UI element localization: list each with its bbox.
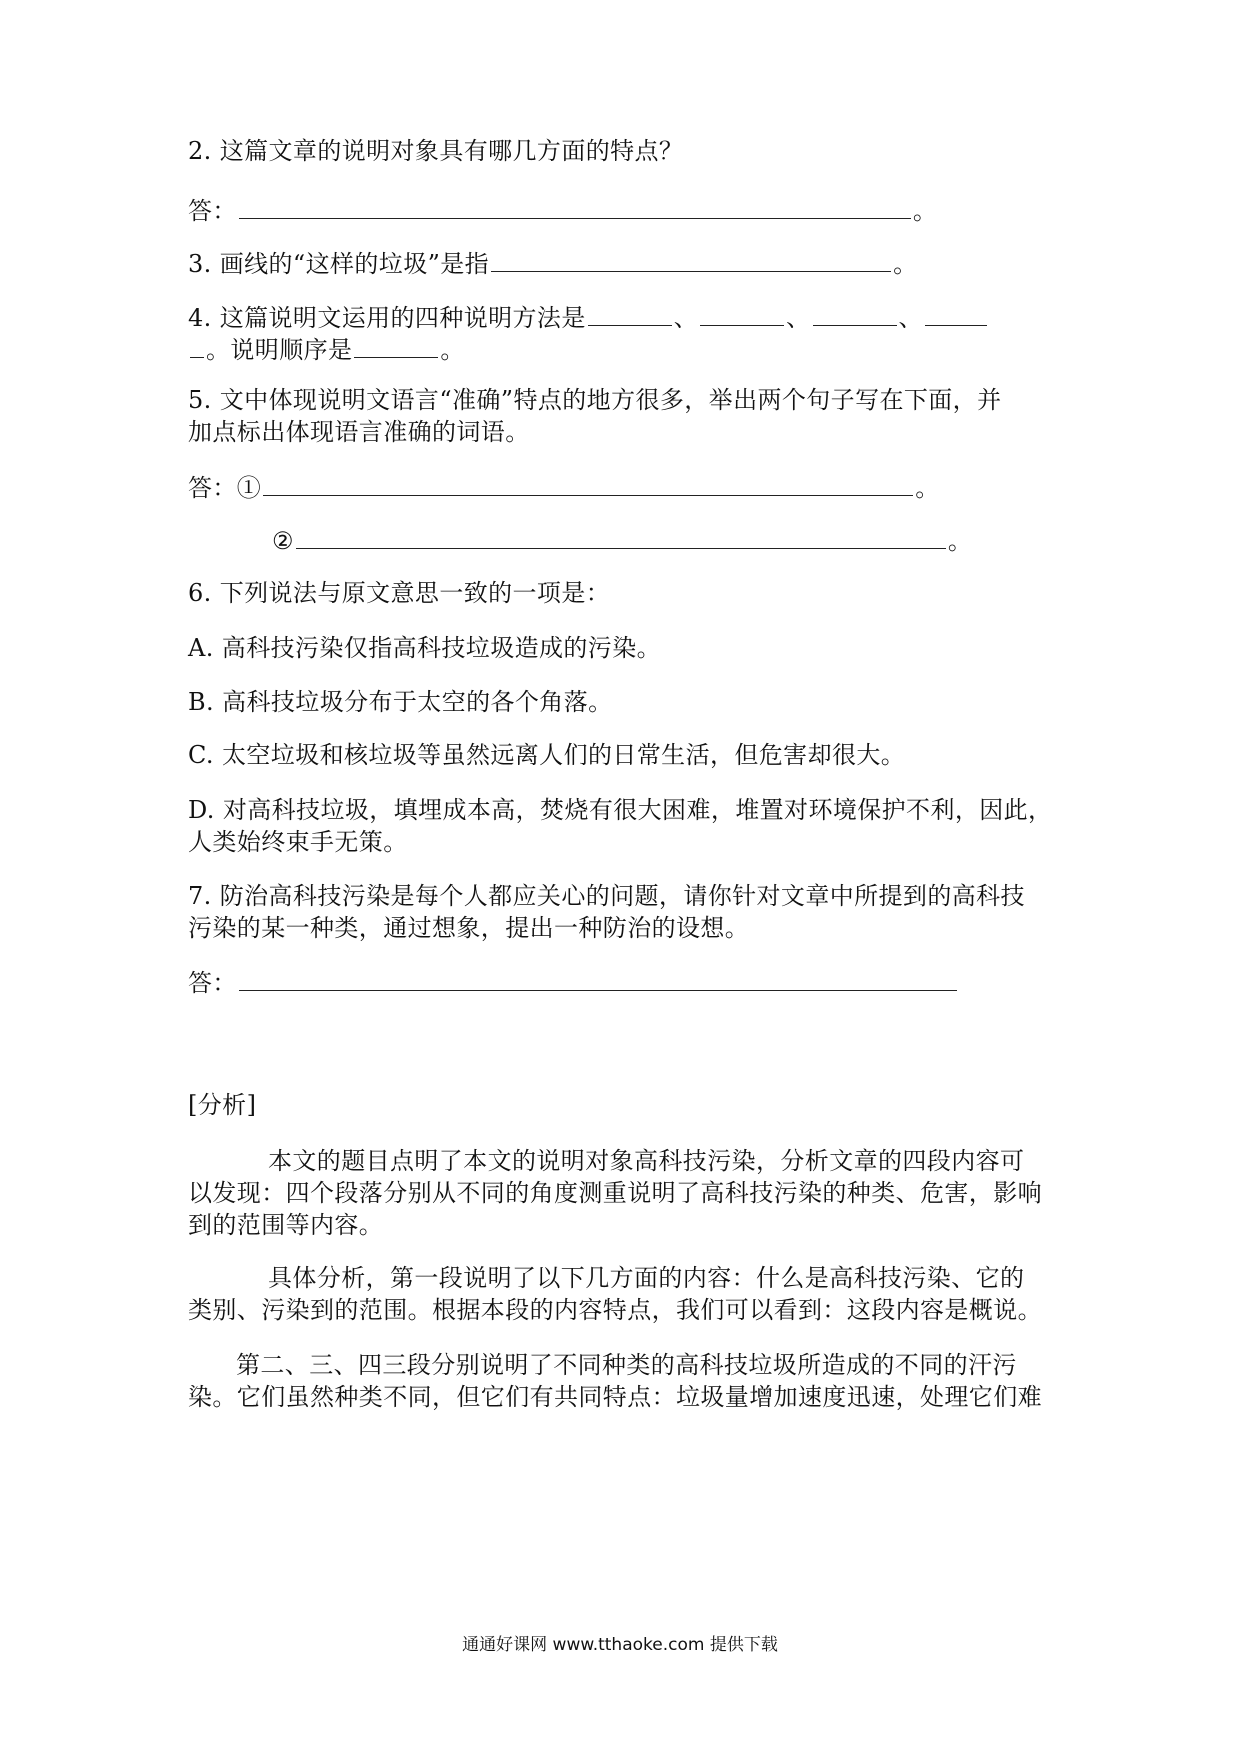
order-blank[interactable] [354, 333, 438, 358]
question-5-line1: 5. 文中体现说明文语言“准确”特点的地方很多，举出两个句子写在下面，并 [188, 386, 1002, 414]
answer-blank[interactable] [491, 247, 891, 272]
period: 。 [893, 250, 918, 278]
method-blank-3[interactable] [813, 301, 897, 326]
answer-prefix: 答： [188, 197, 237, 225]
question-4-line2 [188, 333, 465, 365]
separator: 、 [673, 304, 699, 332]
method-blank-2[interactable] [700, 301, 784, 326]
answer-2 [188, 194, 937, 226]
analysis-paragraph-3-line2: 染。它们虽然种类不同，但它们有共同特点：垃圾量增加速度迅速，处理它们难 [188, 1383, 1042, 1411]
answer-blank[interactable] [239, 194, 911, 219]
analysis-paragraph-1-line1: 本文的题目点明了本文的说明对象高科技污染，分析文章的四段内容可 [268, 1147, 1025, 1175]
separator: 、 [786, 304, 811, 332]
method-blank-1[interactable] [588, 301, 672, 326]
question-3 [188, 247, 917, 279]
analysis-heading: [分析] [188, 1091, 257, 1119]
answer-prefix: 答：① [188, 474, 262, 502]
question-4 [188, 301, 989, 333]
question-4-text: 4. 这篇说明文运用的四种说明方法是 [188, 304, 586, 332]
question-4-order: 。说明顺序是 [206, 336, 353, 364]
footer-watermark: 通通好课网 www.tthaoke.com 提供下载 [462, 1635, 778, 1655]
answer-5-2 [272, 524, 972, 556]
answer-blank[interactable] [296, 524, 946, 549]
option-b: B. 高科技垃圾分布于太空的各个角落。 [188, 688, 613, 716]
answer-prefix: ② [272, 527, 294, 555]
analysis-paragraph-1-line2: 以发现：四个段落分别从不同的角度测重说明了高科技污染的种类、危害，影响 [188, 1179, 1042, 1207]
question-6: 6. 下列说法与原文意思一致的一项是： [188, 579, 611, 607]
period: 。 [912, 197, 938, 225]
method-blank-4[interactable] [925, 301, 987, 326]
answer-7 [188, 966, 959, 998]
answer-blank[interactable] [263, 471, 913, 496]
answer-prefix: 答： [188, 969, 237, 997]
answer-blank[interactable] [239, 966, 957, 991]
question-7-line2: 污染的某一种类，通过想象，提出一种防治的设想。 [188, 914, 750, 942]
option-c: C. 太空垃圾和核垃圾等虽然远离人们的日常生活，但危害却很大。 [188, 741, 906, 769]
period: 。 [947, 527, 973, 555]
period: 。 [915, 474, 940, 502]
answer-5-1 [188, 471, 940, 503]
question-7-line1: 7. 防治高科技污染是每个人都应关心的问题，请你针对文章中所提到的高科技 [188, 882, 1025, 910]
separator: 、 [898, 304, 923, 332]
analysis-paragraph-3-line1: 第二、三、四三段分别说明了不同种类的高科技垃圾所造成的不同的汗污 [236, 1351, 1017, 1379]
analysis-paragraph-2-line1: 具体分析，第一段说明了以下几方面的内容：什么是高科技污染、它的 [268, 1264, 1025, 1292]
option-d-line2: 人类始终束手无策。 [188, 828, 408, 856]
method-blank-4-cont[interactable] [190, 333, 204, 358]
question-2: 2. 这篇文章的说明对象具有哪几方面的特点？ [188, 137, 684, 165]
analysis-paragraph-2-line2: 类别、污染到的范围。根据本段的内容特点，我们可以看到：这段内容是概说。 [188, 1296, 1042, 1324]
option-a: A. 高科技污染仅指高科技垃圾造成的污染。 [188, 634, 661, 662]
analysis-paragraph-1-line3: 到的范围等内容。 [188, 1211, 384, 1239]
option-d: D. 对高科技垃圾，填埋成本高，焚烧有很大困难，堆置对环境保护不利，因此， [188, 796, 1053, 824]
question-5-line2: 加点标出体现语言准确的词语。 [188, 418, 530, 446]
period: 。 [440, 336, 465, 364]
question-3-text: 3. 画线的“这样的垃圾”是指 [188, 250, 490, 278]
